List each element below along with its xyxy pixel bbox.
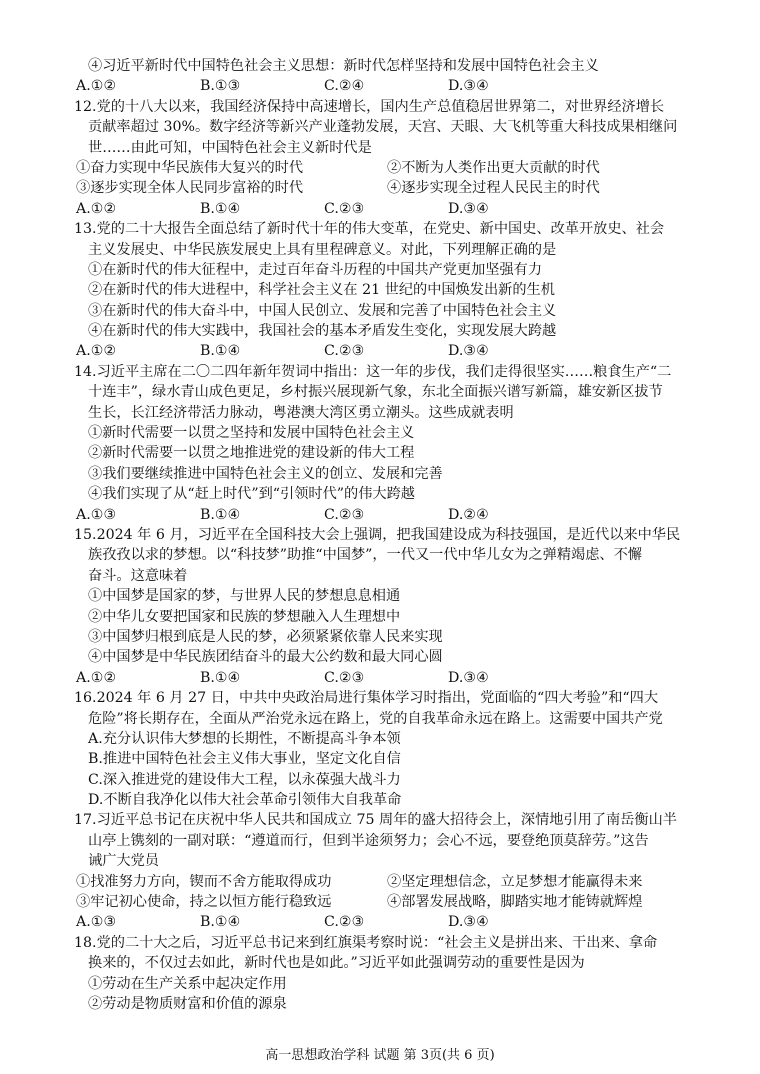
q14-item-3: ③我们要继续推进中国特色社会主义的创立、发展和完善	[88, 465, 443, 482]
q15-option-c: C.②③	[324, 669, 365, 686]
q13-item-4: ④在新时代的伟大实践中，我国社会的基本矛盾发生变化，实现发展大跨越	[88, 323, 557, 340]
q15-item-1: ①中国梦是国家的梦，与世界人民的梦想息息相通	[88, 588, 401, 605]
q13-item-1: ①在新时代的伟大征程中，走过百年奋斗历程的中国共产党更加坚强有力	[88, 261, 543, 278]
q17-options	[74, 912, 710, 932]
q15-option-b: B.①④	[200, 669, 241, 686]
q17-stem-line: 诫广大党员	[88, 853, 159, 870]
question-12	[74, 97, 710, 219]
q14-option-a: A.①③	[76, 506, 117, 523]
q11-option-d: D.③④	[448, 78, 489, 95]
q18-stem-line: 换来的，不仅过去如此，新时代也是如此。”习近平如此强调劳动的重要性是因为	[88, 955, 585, 972]
q11-option-b: B.①③	[200, 78, 241, 95]
q17-item-1: ①找准努力方向，锲而不舍方能取得成功	[76, 873, 332, 890]
q16-choice-c: C.深入推进党的建设伟大工程，以永葆强大战斗力	[88, 771, 401, 788]
q14-option-d: D.②④	[448, 506, 489, 523]
q12-items-row	[74, 178, 710, 198]
q16-stem-line: 危险”将长期存在，全面从严治党永远在路上，党的自我革命永远在路上。这需要中国共产党	[88, 710, 663, 727]
question-13	[74, 219, 710, 362]
q12-option-b: B.①④	[200, 200, 241, 217]
question-18	[74, 933, 710, 1015]
question-16	[74, 688, 710, 810]
q14-option-b: B.①④	[200, 506, 241, 523]
q17-option-c: C.②③	[324, 914, 365, 931]
question-15	[74, 525, 710, 688]
q17-items-row	[74, 892, 710, 912]
q17-items-row	[74, 872, 710, 892]
q17-option-b: B.①④	[200, 914, 241, 931]
q15-stem-line: 15.2024 年 6 月，习近平在全国科技大会上强调，把我国建设成为科技强国，是近代以来中华民	[74, 526, 681, 543]
q13-option-c: C.②③	[324, 343, 365, 360]
q13-item-3: ③在新时代的伟大奋斗中，中国人民创立、发展和完善了中国特色社会主义	[88, 302, 557, 319]
q17-option-d: D.③④	[448, 914, 489, 931]
q12-items-row	[74, 158, 710, 178]
q12-option-d: D.③④	[448, 200, 489, 217]
q17-option-a: A.①③	[76, 914, 117, 931]
q11-item-4: ④习近平新时代中国特色社会主义思想：新时代怎样坚持和发展中国特色社会主义	[88, 58, 599, 74]
q13-options	[74, 341, 710, 361]
q13-option-a: A.①②	[76, 343, 117, 360]
q15-option-d: D.③④	[448, 669, 489, 686]
q14-stem-line: 生长，长江经济带活力脉动，粤港澳大湾区勇立潮头。这些成就表明	[88, 404, 514, 421]
q13-option-d: D.③④	[448, 343, 489, 360]
q16-stem-line: 16.2024 年 6 月 27 日，中共中央政治局进行集体学习时指出，党面临的“四大考验”和“四大	[74, 690, 659, 707]
q12-options	[74, 199, 710, 219]
q16-choice-a: A.充分认识伟大梦想的长期性，不断提高斗争本领	[88, 730, 401, 747]
q14-item-1: ①新时代需要一以贯之坚持和发展中国特色社会主义	[88, 425, 415, 442]
q15-options	[74, 668, 710, 688]
q13-option-b: B.①④	[200, 343, 241, 360]
q17-item-2: ②坚定理想信念，立足梦想才能赢得未来	[387, 873, 643, 890]
q15-stem-line: 奋斗。这意味着	[88, 567, 188, 584]
q11-option-c: C.②④	[324, 78, 365, 95]
q15-item-2: ②中华儿女要把国家和民族的梦想融入人生理想中	[88, 608, 401, 625]
q11-options	[74, 76, 710, 96]
q14-stem-line: 十连丰”，绿水青山成色更足，乡村振兴展现新气象，东北全面振兴谱写新篇，雄安新区拔节	[88, 384, 663, 401]
q12-item-2: ②不断为人类作出更大贡献的时代	[387, 159, 600, 176]
page-content	[74, 56, 710, 1014]
q12-option-c: C.②③	[324, 200, 365, 217]
q16-choice-d: D.不断自我净化以伟大社会革命引领伟大自我革命	[88, 792, 402, 809]
q14-stem-line: 14.习近平主席在二〇二四年新年贺词中指出：这一年的步伐，我们走得很坚实……粮食生产“二	[74, 363, 672, 380]
q13-stem-line: 主义发展史、中华民族发展史上具有里程碑意义。对此，下列理解正确的是	[88, 241, 557, 258]
q12-stem-line: 世……由此可知，中国特色社会主义新时代是	[88, 139, 372, 156]
q18-stem-line: 18.党的二十大之后，习近平总书记来到红旗渠考察时说：“社会主义是拼出来、干出来、拿命	[74, 934, 658, 951]
q15-option-a: A.①②	[76, 669, 117, 686]
q14-item-2: ②新时代需要一以贯之地推进党的建设新的伟大工程	[88, 445, 415, 462]
q12-item-1: ①奋力实现中华民族伟大复兴的时代	[76, 159, 304, 176]
question-17	[74, 810, 710, 932]
q12-stem-line: 12.党的十八大以来，我国经济保持中高速增长，国内生产总值稳居世界第二，对世界经济增长	[74, 98, 665, 115]
q16-choice-b: B.推进中国特色社会主义伟大事业，坚定文化自信	[88, 751, 401, 768]
q15-item-3: ③中国梦归根到底是人民的梦，必须紧紧依靠人民来实现	[88, 628, 443, 645]
q15-stem-line: 族孜孜以求的梦想。以“科技梦”助推“中国梦”，一代又一代中华儿女为之弹精竭虑、不懈	[88, 547, 642, 564]
q12-stem-line: 贡献率超过 30%。数字经济等新兴产业蓬勃发展，天宫、天眼、大飞机等重大科技成果相继问	[88, 119, 678, 136]
q14-option-c: C.②③	[324, 506, 365, 523]
q13-item-2: ②在新时代的伟大进程中，科学社会主义在 21 世纪的中国焕发出新的生机	[88, 282, 555, 299]
q12-item-4: ④逐步实现全过程人民民主的时代	[387, 180, 600, 197]
q15-item-4: ④中国梦是中华民族团结奋斗的最大公约数和最大同心圆	[88, 649, 443, 666]
q18-item-2: ②劳动是物质财富和价值的源泉	[88, 995, 287, 1012]
q17-stem-line: 17.习近平总书记在庆祝中华人民共和国成立 75 周年的盛大招待会上，深情地引用了南岳衡山半	[74, 812, 677, 829]
q17-item-4: ④部署发展战略，脚踏实地才能铸就辉煌	[387, 894, 643, 911]
q12-item-3: ③逐步实现全体人民同步富裕的时代	[76, 180, 304, 197]
q13-stem-line: 13.党的二十大报告全面总结了新时代十年的伟大变革，在党史、新中国史、改革开放史、社会	[74, 221, 665, 238]
q11-option-a: A.①②	[76, 78, 117, 95]
q18-item-1: ①劳动在生产关系中起决定作用	[88, 975, 287, 992]
q17-stem-line: 山亭上镌刻的一副对联：“遵道而行，但到半途须努力；会心不远，要登绝顶莫辞劳。”这告	[88, 832, 649, 849]
question-14	[74, 362, 710, 525]
q17-item-3: ③牢记初心使命，持之以恒方能行稳致远	[76, 894, 332, 911]
q12-option-a: A.①②	[76, 200, 117, 217]
q14-item-4: ④我们实现了从“赶上时代”到“引领时代”的伟大跨越	[88, 486, 415, 503]
q14-options	[74, 505, 710, 525]
page-footer: 高一思想政治学科 试题 第 3页(共 6 页)	[265, 1048, 495, 1063]
